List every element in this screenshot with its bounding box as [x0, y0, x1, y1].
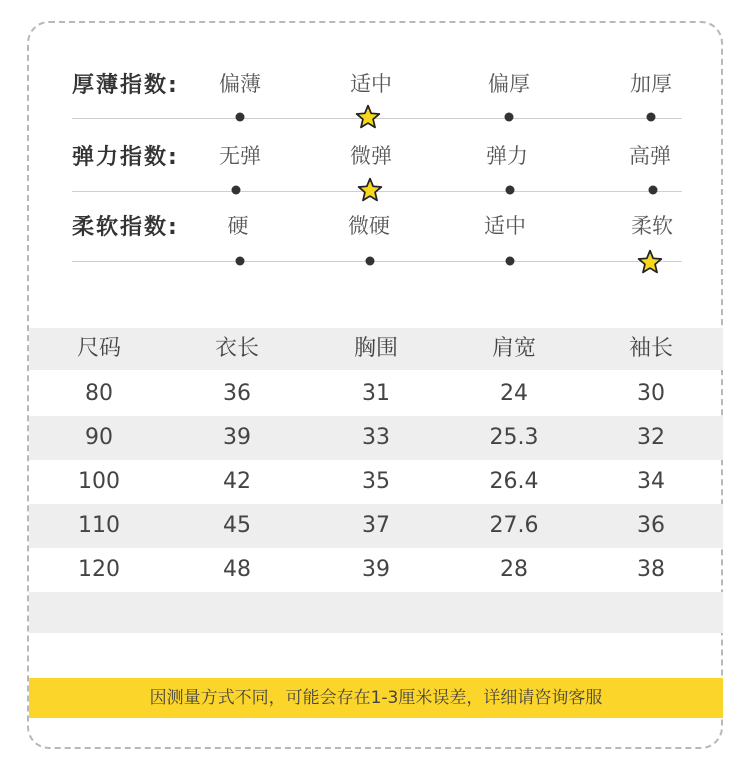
table-row — [29, 548, 723, 592]
table-cell: 35 — [362, 469, 390, 494]
index-scale-line — [72, 261, 682, 262]
index-label: 硬 — [227, 214, 249, 238]
star-icon — [637, 249, 663, 275]
table-row — [29, 504, 723, 548]
table-empty-row — [29, 592, 723, 633]
table-cell: 36 — [223, 381, 251, 406]
scale-dot — [232, 186, 241, 195]
index-label: 适中 — [350, 72, 392, 96]
table-cell: 100 — [78, 469, 120, 494]
table-cell: 34 — [637, 469, 665, 494]
index-label: 微弹 — [350, 144, 392, 168]
index-label: 柔软 — [631, 214, 673, 238]
table-cell: 33 — [362, 425, 390, 450]
index-label: 弹力 — [486, 144, 528, 168]
table-cell: 32 — [637, 425, 665, 450]
index-label: 加厚 — [630, 72, 672, 96]
table-header-cell: 袖长 — [628, 336, 674, 361]
scale-dot — [506, 186, 515, 195]
table-cell: 37 — [362, 513, 390, 538]
table-cell: 110 — [78, 513, 120, 538]
index-label: 微硬 — [348, 214, 390, 238]
table-cell: 36 — [637, 513, 665, 538]
table-cell: 45 — [223, 513, 251, 538]
index-label: 无弹 — [219, 144, 261, 168]
table-cell: 90 — [85, 425, 113, 450]
table-cell: 80 — [85, 381, 113, 406]
table-cell: 25.3 — [489, 425, 539, 450]
star-icon — [355, 104, 381, 130]
table-cell: 26.4 — [489, 469, 539, 494]
table-cell: 39 — [362, 557, 390, 582]
table-cell: 24 — [500, 381, 528, 406]
scale-dot — [506, 257, 515, 266]
index-title: 弹力指数: — [72, 145, 179, 170]
star-icon — [357, 177, 383, 203]
table-header-cell: 衣长 — [214, 336, 260, 361]
table-row — [29, 416, 723, 460]
scale-dot — [649, 186, 658, 195]
scale-dot — [236, 113, 245, 122]
index-label: 适中 — [484, 214, 526, 238]
index-title: 厚薄指数: — [72, 73, 179, 98]
scale-dot — [505, 113, 514, 122]
table-header-cell: 尺码 — [76, 336, 122, 361]
table-header-cell: 胸围 — [353, 336, 399, 361]
index-title: 柔软指数: — [72, 215, 179, 240]
table-cell: 39 — [223, 425, 251, 450]
table-cell: 31 — [362, 381, 390, 406]
table-header-cell: 肩宽 — [491, 336, 537, 361]
measurement-note: 因测量方式不同，可能会存在1-3厘米误差，详细请咨询客服 — [29, 678, 723, 718]
table-cell: 48 — [223, 557, 251, 582]
table-cell: 120 — [78, 557, 120, 582]
index-label: 高弹 — [629, 144, 671, 168]
table-cell: 27.6 — [489, 513, 539, 538]
table-cell: 38 — [637, 557, 665, 582]
index-label: 偏厚 — [488, 72, 530, 96]
table-row — [29, 372, 723, 416]
table-row — [29, 460, 723, 504]
table-cell: 30 — [637, 381, 665, 406]
scale-dot — [647, 113, 656, 122]
table-cell: 28 — [500, 557, 528, 582]
table-header-row — [29, 328, 723, 370]
table-cell: 42 — [223, 469, 251, 494]
index-label: 偏薄 — [219, 72, 261, 96]
scale-dot — [366, 257, 375, 266]
scale-dot — [236, 257, 245, 266]
